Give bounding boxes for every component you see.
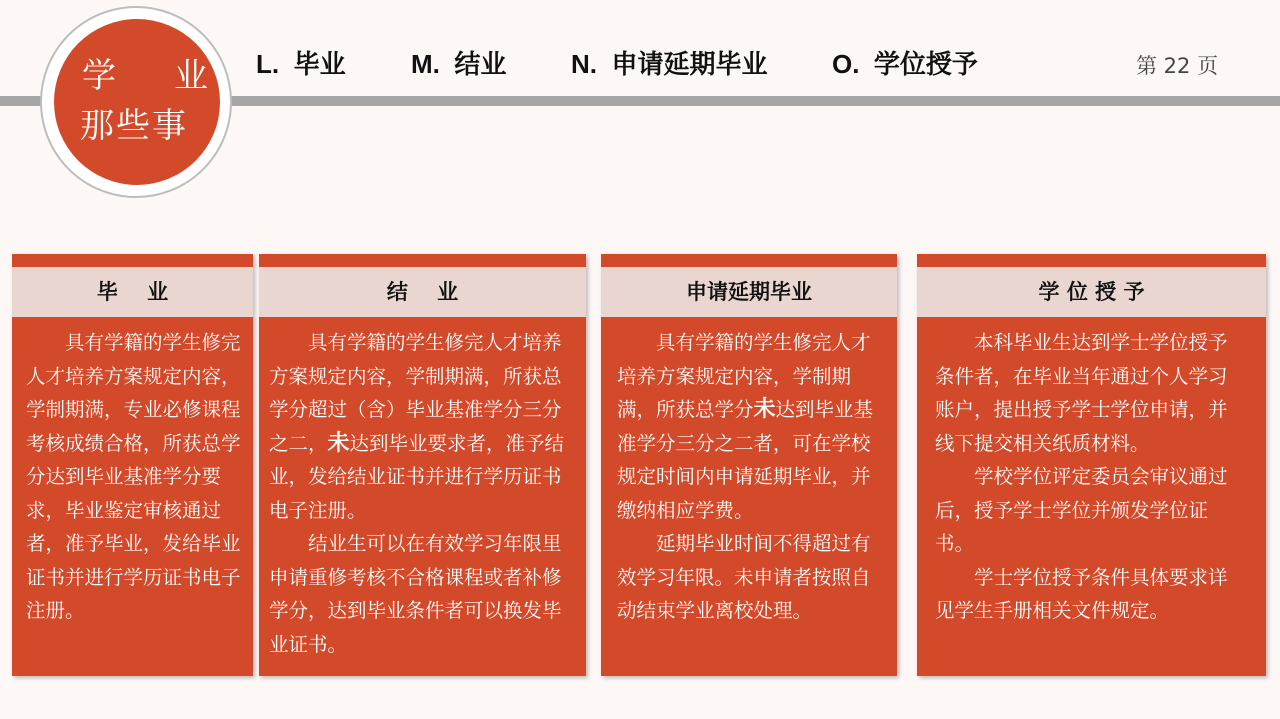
card-title: 毕 业 xyxy=(12,267,253,317)
card-text: 结业生可以在有效学习年限里申请重修考核不合格课程或者补修学分，达到毕业条件者可以换发毕业证书。 xyxy=(269,532,562,656)
logo-char-ye: 业 xyxy=(174,56,208,96)
card-text: 具有学籍的学生修完人才培养方案规定内容，学制期满，专业必修课程考核成绩合格，所获总学分达到毕业基准学分要求，毕业鉴定审核通过者，准予毕业，发给毕业证书并进行学历证书电子注册。 xyxy=(26,331,241,622)
card-paragraph xyxy=(935,326,1236,460)
nav-letter: N. xyxy=(571,49,597,79)
card-paragraph xyxy=(269,527,578,661)
nav-label: 申请延期毕业 xyxy=(611,49,768,79)
nav-letter: M. xyxy=(411,49,440,79)
page-number: 第 22 页 xyxy=(1136,54,1219,78)
card-text: 本科毕业生达到学士学位授予条件者，在毕业当年通过个人学习账户，提出授予学士学位申请，并线下提交相关纸质材料。 xyxy=(935,331,1228,455)
card-paragraph xyxy=(269,326,578,527)
card-title: 结 业 xyxy=(259,267,586,317)
nav-label: 结业 xyxy=(454,49,507,79)
card-title: 学 位 授 予 xyxy=(917,267,1266,317)
nav-label: 学位授予 xyxy=(873,49,978,79)
card-paragraph xyxy=(617,326,889,527)
nav-label: 毕业 xyxy=(293,49,346,79)
card-deferred-graduation xyxy=(601,254,897,676)
card-text: 达到毕业基准学分三分之二者，可在学校规定时间内申请延期毕业，并缴纳相应学费。 xyxy=(617,398,874,522)
card-graduation xyxy=(12,254,253,676)
emphasis-not: 未 xyxy=(327,430,350,456)
card-degree-award xyxy=(917,254,1266,676)
card-text: 学士学位授予条件具体要求详见学生手册相关文件规定。 xyxy=(935,565,1228,622)
logo-title-line2: 那些事 xyxy=(80,106,188,146)
emphasis-not: 未 xyxy=(753,397,776,422)
nav-item-graduation[interactable] xyxy=(256,44,346,84)
card-body xyxy=(26,326,245,628)
nav-letter: O. xyxy=(832,49,860,79)
card-completion xyxy=(259,254,586,676)
card-text: 延期毕业时间不得超过有效学习年限。未申请者按照自动结束学业离校处理。 xyxy=(617,532,871,622)
card-body xyxy=(269,326,578,661)
card-paragraph xyxy=(26,326,245,628)
card-body xyxy=(935,326,1236,628)
card-text: 达到毕业要求者，准予结业，发给结业证书并进行学历证书电子注册。 xyxy=(269,431,565,522)
card-title: 申请延期毕业 xyxy=(601,267,897,317)
card-paragraph xyxy=(935,460,1236,561)
nav-letter: L. xyxy=(256,49,280,79)
nav-item-completion[interactable] xyxy=(411,44,506,84)
logo-badge xyxy=(54,19,220,185)
logo-char-xue: 学 xyxy=(82,56,116,96)
logo-title-line1 xyxy=(54,52,220,100)
card-paragraph xyxy=(935,561,1236,628)
card-text: 具有学籍的学生修完人才培养方案规定内容，学制期满，所获总学分 xyxy=(617,331,871,421)
nav-item-deferred-graduation[interactable] xyxy=(571,44,767,84)
card-text: 学校学位评定委员会审议通过后，授予学士学位并颁发学位证书。 xyxy=(935,465,1228,555)
nav-item-degree-award[interactable] xyxy=(832,44,978,84)
card-text: 具有学籍的学生修完人才培养方案规定内容，学制期满，所获总学分超过（含）毕业基准学分三分之二， xyxy=(269,331,562,455)
card-body xyxy=(617,326,889,628)
card-paragraph xyxy=(617,527,889,628)
